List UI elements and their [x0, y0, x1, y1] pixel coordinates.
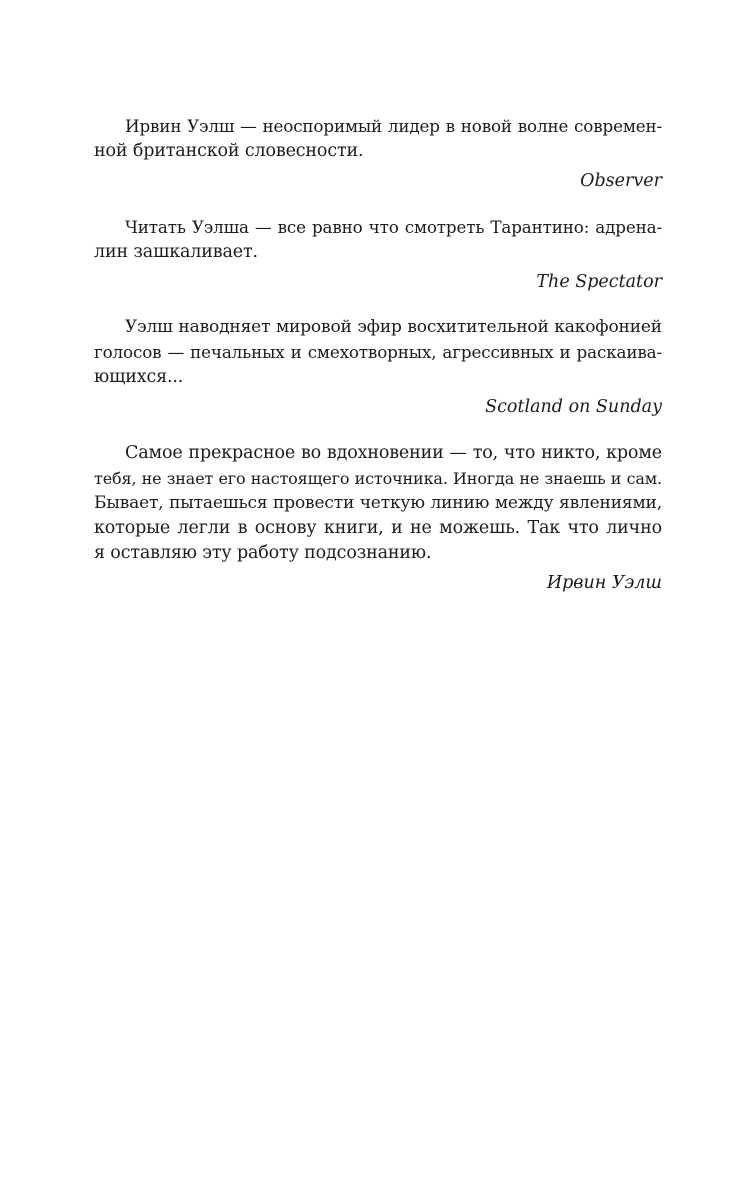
quote-irvine-welsh	[94, 441, 662, 596]
quote-line: Читать Уэлша — все равно что смотреть Тарантино: адрена-	[125, 217, 662, 237]
quote-spectator	[94, 215, 662, 295]
quote-line: Ирвин Уэлш — неоспоримый лидер в новой волне современ-	[125, 116, 662, 136]
quote-line: ной британской словесности.	[94, 141, 364, 161]
quote-source: Ирвин Уэлш	[546, 573, 662, 593]
quote-line: лин зашкаливает.	[94, 242, 258, 262]
quote-source: The Spectator	[536, 272, 662, 292]
quote-source: Observer	[580, 171, 662, 191]
quote-line: Уэлш наводняет мировой эфир восхитительной какофонией	[125, 317, 662, 337]
quote-source: Scotland on Sunday	[485, 397, 662, 417]
book-epigraph-page	[94, 114, 662, 610]
quote-scotland-on-sunday	[94, 315, 662, 420]
quote-line: Самое прекрасное во вдохновении — то, что никто, кроме	[125, 443, 662, 463]
quote-line: ющихся...	[94, 367, 184, 387]
quote-observer	[94, 114, 662, 194]
quote-line: Бывает, пытаешься провести четкую линию между явлениями,	[94, 493, 662, 513]
quote-line: тебя, не знает его настоящего источника. Иногда не знаешь и сам.	[94, 469, 662, 488]
quote-line: я оставляю эту работу подсознанию.	[94, 543, 432, 563]
quote-line: которые легли в основу книги, и не можешь. Так что лично	[94, 518, 662, 538]
quote-line: голосов — печальных и смехотворных, агрессивных и раскаива-	[94, 342, 662, 362]
